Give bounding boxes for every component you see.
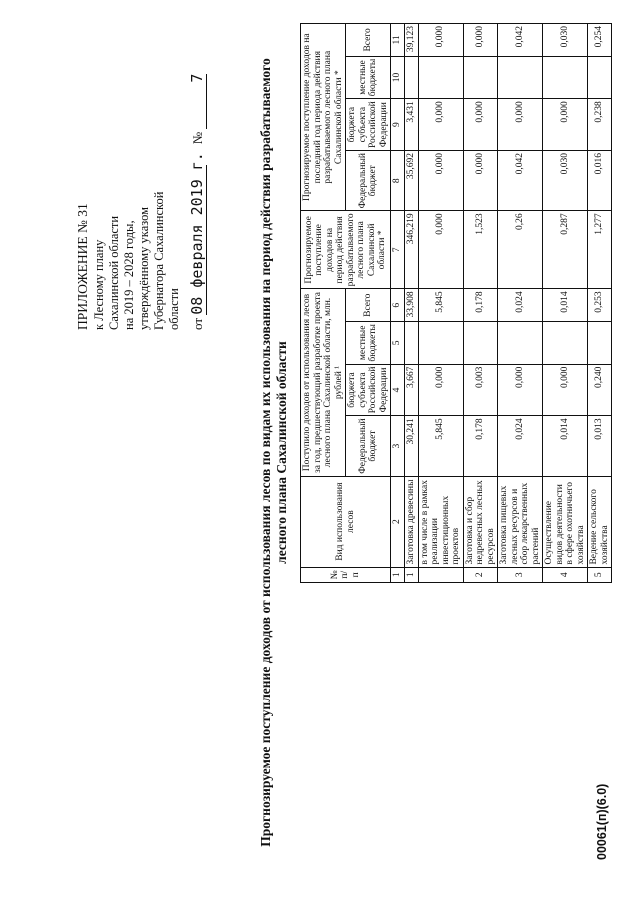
value-cell <box>498 56 543 98</box>
header-total: Всего <box>346 289 391 322</box>
decree-date: 08 февраля 2019 г. <box>188 152 206 315</box>
number-sign: № <box>190 131 205 145</box>
value-cell: 0,042 <box>498 24 543 57</box>
value-cell: 346,219 <box>405 211 419 289</box>
value-cell: 0,024 <box>498 289 543 322</box>
value-cell <box>498 322 543 364</box>
value-cell: 3,667 <box>405 364 419 416</box>
value-cell: 0,26 <box>498 211 543 289</box>
value-cell: 30,241 <box>405 416 419 476</box>
value-cell: 0,000 <box>418 364 463 416</box>
column-index: 9 <box>391 99 405 151</box>
document-title <box>258 0 290 905</box>
value-cell: 0,014 <box>543 416 588 476</box>
header-local: местные бюджеты <box>346 56 391 98</box>
row-number <box>418 567 463 582</box>
value-cell: 0,014 <box>543 289 588 322</box>
value-cell: 0,254 <box>588 24 612 57</box>
value-cell: 0,000 <box>418 151 463 211</box>
column-index: 2 <box>391 476 405 567</box>
row-label: Осуществление видов деятельности в сфере охотничьего хозяйства <box>543 476 588 567</box>
header-num: № п/п <box>301 567 391 582</box>
row-label: Заготовка и сбор недревесных лесных ресурсов <box>463 476 498 567</box>
column-index: 1 <box>391 567 405 582</box>
column-index: 6 <box>391 289 405 322</box>
value-cell: 0,000 <box>498 99 543 151</box>
document-code: 00061(п)(6.0) <box>595 783 609 860</box>
header-regional: бюджета субъекта Российской Федерации <box>346 99 391 151</box>
value-cell: 0,000 <box>498 364 543 416</box>
date-underline <box>188 152 207 315</box>
title-line: Прогнозируемое поступление доходов от использования лесов по видам их использования на период действия разрабатываемого <box>258 58 273 847</box>
header-received-group: Поступило доходов от использования лесов за год, предшествующий разработке проекта лесного плана Сахалинской области, млн. рублей ¹ <box>301 289 346 476</box>
value-cell: 0,238 <box>588 99 612 151</box>
appendix-block <box>75 50 182 330</box>
value-cell: 5,845 <box>418 289 463 322</box>
header-forecast-last-group: Прогнозируемое поступление доходов на последний год периода действия разрабатываемого лесного плана Сахалинской области * <box>301 24 346 211</box>
header-federal: Федеральный бюджет <box>346 416 391 476</box>
title-line: лесного плана Сахалинской области <box>274 341 289 564</box>
value-cell: 0,000 <box>418 24 463 57</box>
header-regional: бюджета субъекта Российской Федерации <box>346 364 391 416</box>
column-index: 7 <box>391 211 405 289</box>
table-row <box>543 24 588 583</box>
column-index: 3 <box>391 416 405 476</box>
table-row <box>405 24 419 583</box>
table-row <box>418 24 463 583</box>
appendix-line: Губернатора Сахалинской <box>152 191 166 330</box>
value-cell <box>418 56 463 98</box>
column-index: 10 <box>391 56 405 98</box>
value-cell: 0,013 <box>588 416 612 476</box>
decree-number: 7 <box>188 73 206 83</box>
value-cell: 0,178 <box>463 289 498 322</box>
value-cell: 0,000 <box>543 364 588 416</box>
header-type: Вид использования лесов <box>301 476 391 567</box>
value-cell <box>418 322 463 364</box>
decree-date-line <box>188 30 207 330</box>
row-label: Заготовка пищевых лесных ресурсов и сбор лекарственных растений <box>498 476 543 567</box>
forest-income-table <box>300 23 612 583</box>
value-cell: 0,000 <box>463 99 498 151</box>
appendix-line: Сахалинской области <box>107 215 121 330</box>
row-label: в том числе в рамках реализации инвестиционных проектов <box>418 476 463 567</box>
appendix-title: ПРИЛОЖЕНИЕ № 31 <box>75 203 90 330</box>
table-row <box>498 24 543 583</box>
value-cell: 39,123 <box>405 24 419 57</box>
appendix-line: на 2019 – 2028 годы, <box>122 220 136 330</box>
appendix-line: утверждённому указом <box>137 206 151 330</box>
row-number: 3 <box>498 567 543 582</box>
table-row <box>588 24 612 583</box>
header-total: Всего <box>346 24 391 57</box>
column-index: 4 <box>391 364 405 416</box>
value-cell <box>463 322 498 364</box>
value-cell: 0,003 <box>463 364 498 416</box>
value-cell: 1,523 <box>463 211 498 289</box>
row-number: 2 <box>463 567 498 582</box>
header-local: местные бюджеты <box>346 322 391 364</box>
value-cell: 0,000 <box>543 99 588 151</box>
value-cell: 3,431 <box>405 99 419 151</box>
value-cell: 0,030 <box>543 151 588 211</box>
header-forecast-total: Прогнозируемое поступление доходов на период действия разрабатываемого лесного плана Сахалинской области * <box>301 211 391 289</box>
value-cell: 0,030 <box>543 24 588 57</box>
value-cell: 0,253 <box>588 289 612 322</box>
column-index: 5 <box>391 322 405 364</box>
column-index-row <box>391 24 405 583</box>
value-cell: 33,908 <box>405 289 419 322</box>
row-label: Ведение сельского хозяйства <box>588 476 612 567</box>
value-cell: 0,024 <box>498 416 543 476</box>
value-cell <box>543 56 588 98</box>
value-cell: 0,000 <box>463 151 498 211</box>
value-cell <box>463 56 498 98</box>
value-cell <box>588 56 612 98</box>
value-cell: 0,000 <box>463 24 498 57</box>
row-label: Заготовка древесины <box>405 476 419 567</box>
appendix-line: к Лесному плану <box>92 239 106 330</box>
value-cell <box>405 56 419 98</box>
value-cell: 0,178 <box>463 416 498 476</box>
date-prefix: от <box>190 317 205 330</box>
value-cell: 5,845 <box>418 416 463 476</box>
column-index: 11 <box>391 24 405 57</box>
value-cell: 1,277 <box>588 211 612 289</box>
header-federal: Федеральный бюджет <box>346 151 391 211</box>
value-cell: 0,287 <box>543 211 588 289</box>
value-cell <box>405 322 419 364</box>
value-cell: 0,000 <box>418 211 463 289</box>
row-number: 4 <box>543 567 588 582</box>
table-row <box>463 24 498 583</box>
value-cell: 0,000 <box>418 99 463 151</box>
column-index: 8 <box>391 151 405 211</box>
value-cell <box>543 322 588 364</box>
value-cell: 35,692 <box>405 151 419 211</box>
value-cell <box>588 322 612 364</box>
value-cell: 0,016 <box>588 151 612 211</box>
value-cell: 0,042 <box>498 151 543 211</box>
appendix-line: области <box>167 288 181 330</box>
row-number: 5 <box>588 567 612 582</box>
value-cell: 0,240 <box>588 364 612 416</box>
row-number: 1 <box>405 567 419 582</box>
number-underline <box>188 74 207 129</box>
